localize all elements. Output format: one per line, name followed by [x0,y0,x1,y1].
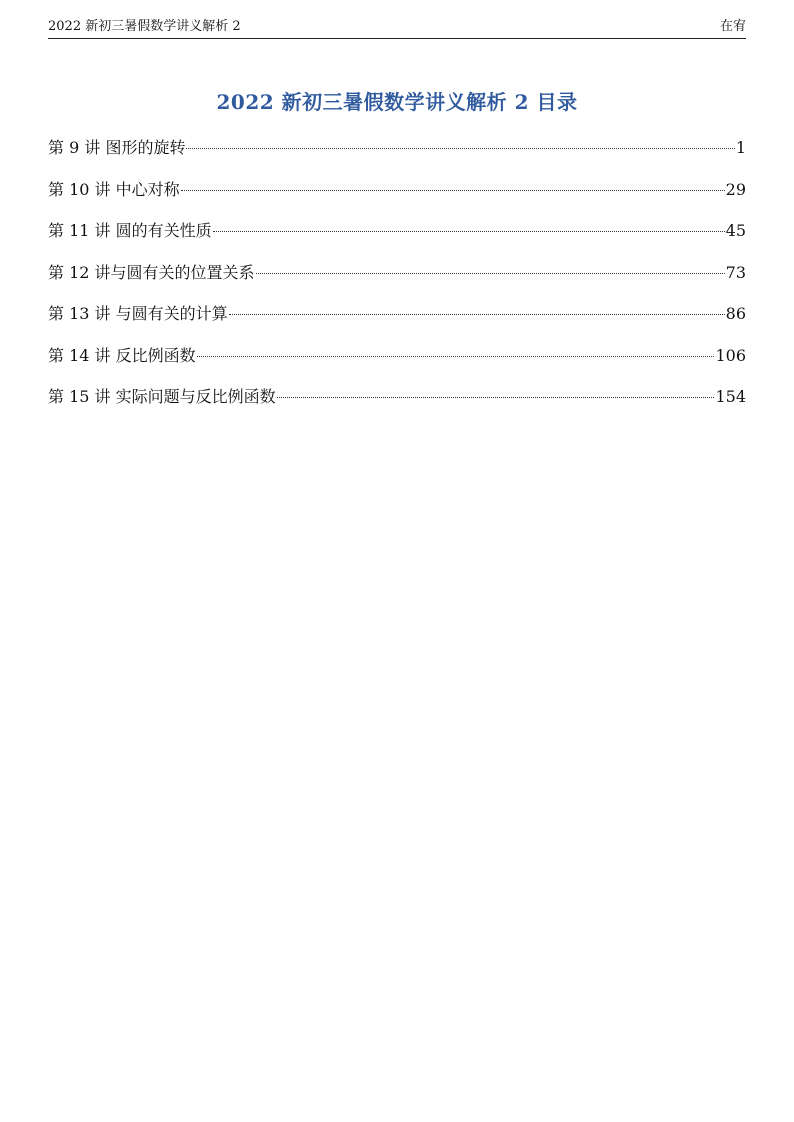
page-title: 2022 新初三暑假数学讲义解析 2 目录 [216,90,578,114]
toc-leader-dots [186,148,734,149]
toc-entry-label: 第 13 讲 与圆有关的计算 [48,304,228,323]
toc-entry-label: 第 11 讲 圆的有关性质 [48,221,212,240]
toc-page-number: 106 [715,345,746,365]
toc-entry-lesson-10[interactable] [48,178,746,220]
toc-entry-lesson-15[interactable] [48,385,746,427]
toc-page-number: 86 [725,304,746,323]
toc-leader-dots [197,356,715,357]
header-author: 在宥 [719,19,746,34]
toc-leader-dots [181,190,725,191]
header-document-title: 2022 新初三暑假数学讲义解析 2 [48,19,241,34]
toc-entry-label: 第 15 讲 实际问题与反比例函数 [48,387,276,406]
toc-entry-label: 第 12 讲与圆有关的位置关系 [48,262,255,282]
page-header [48,14,746,39]
toc-page-number: 1 [735,138,746,157]
toc-leader-dots [213,231,725,232]
toc-entry-lesson-11[interactable] [48,219,746,261]
toc-page-number: 73 [725,262,746,282]
toc-entry-label: 第 9 讲 图形的旋转 [48,138,186,157]
toc-entry-lesson-13[interactable] [48,302,746,344]
toc-entry-lesson-12[interactable] [48,261,746,303]
toc-leader-dots [277,397,715,398]
toc-page-number: 29 [725,179,746,199]
toc-leader-dots [229,314,725,315]
table-of-contents [48,136,746,427]
toc-entry-lesson-14[interactable] [48,344,746,386]
toc-page-number: 45 [725,221,746,240]
toc-leader-dots [256,273,725,274]
toc-page-number: 154 [715,387,746,406]
toc-entry-label: 第 14 讲 反比例函数 [48,345,196,365]
toc-entry-label: 第 10 讲 中心对称 [48,179,180,199]
toc-entry-lesson-9[interactable] [48,136,746,178]
